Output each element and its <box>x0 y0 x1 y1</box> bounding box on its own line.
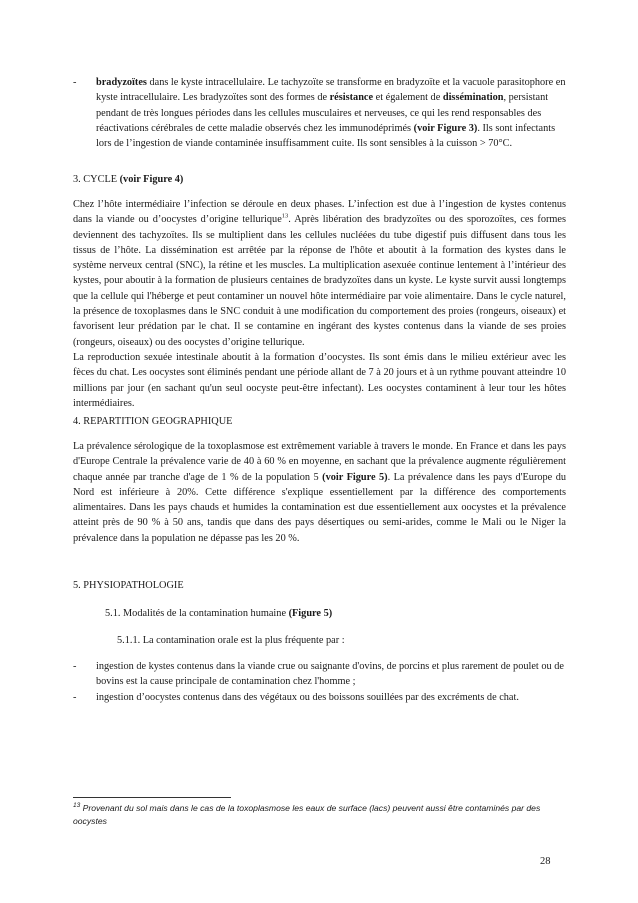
bullet-dash: - <box>73 661 77 672</box>
heading-text: 5.1. Modalités de la contamination humaine <box>105 608 289 619</box>
text-run: dans le kyste intracellulaire. Le tachyzoïte se transforme en bradyzoïte et la vacuole parasitophore en kyste intracellulaire. Les bradyzoïtes sont des formes de <box>96 77 566 104</box>
subsubsection-heading-5-1-1: 5.1.1. La contamination orale est la plus fréquente par : <box>117 635 345 646</box>
subsection-heading-5-1 <box>105 606 332 621</box>
bradyzoites-paragraph <box>96 75 566 151</box>
text-run: , persistant pendant de très longues périodes dans les cellules musculaires et nerveuses, ce qui les rend responsables des réactivations cérébrales de cette maladie observés chez les immunodéprimés <box>96 92 549 134</box>
cycle-paragraph-2: La reproduction sexuée intestinale aboutit à la formation d’oocystes. Ils sont émis dans le milieu extérieur avec les fèces du chat. Les oocystes sont éliminés pendant une période allant de 7 à 20 jours et à un rythme pouvant atteindre 10 millions par jour (en sachant qu'un seul oocyste peut-être infectant). Les oocystes contaminent à leur tour les hôtes intermédiaires. <box>73 352 566 409</box>
footnote-separator <box>73 797 231 798</box>
text-run: La prévalence sérologique de la toxoplasmose est extrêmement variable à travers le monde. En France et dans les pays d'Europe Centrale la prévalence varie de 40 à 60 % en moyenne, en sachant que la prévalence augmente régulièrement chaque année par tranche d'age de 1 % de la population 5 <box>73 441 566 483</box>
bullet-dash: - <box>73 77 77 88</box>
text-run: Chez l’hôte intermédiaire l’infection se déroule en deux phases. L’infection est due à l’ingestion de kystes contenus dans la viande ou d’oocystes d’origine tellurique <box>73 199 566 226</box>
figure-reference: (voir Figure 3) <box>413 122 478 134</box>
list-item-kystes: ingestion de kystes contenus dans la viande crue ou saignante d'ovins, de porcins et plus rarement de poulet ou de bovins est la cause principale de contamination chez l'homme ; <box>96 661 564 688</box>
bold-term: dissémination <box>442 92 504 104</box>
footnote <box>73 802 563 828</box>
bullet-dash: - <box>73 692 77 703</box>
section-heading-physiopathologie: 5. PHYSIOPATHOLOGIE <box>73 580 184 591</box>
page-number: 28 <box>540 856 551 867</box>
section-heading-repartition: 4. REPARTITION GEOGRAPHIQUE <box>73 416 233 427</box>
repartition-paragraph <box>73 439 566 546</box>
section-heading-cycle <box>73 172 183 187</box>
bold-term: résistance <box>329 92 374 104</box>
bold-term: bradyzoïtes <box>96 77 147 88</box>
footnote-text: Provenant du sol mais dans le cas de la toxoplasmose les eaux de surface (lacs) peuvent aussi être contaminés par des oocystes <box>73 803 541 826</box>
footnote-ref: 13 <box>281 212 289 220</box>
list-item-oocystes: ingestion d’oocystes contenus dans des végétaux ou des boissons souillées par des excréments de chat. <box>96 692 519 703</box>
footnote-mark: 13 <box>73 802 81 810</box>
text-run: . La prévalence dans les pays d'Europe du Nord est inférieure à 20%. Cette différence s'explique essentiellement par la différence des comportements alimentaires. Dans les pays chauds et humides la contamination est due essentiellement aux oocystes et la prévalence atteint près de 90 % à 50 ans, tandis que dans des pays désertiques ou semi-arides, comme le Mali ou le Niger la prévalence dans la population ne dépasse pas les 20 %. <box>73 471 566 544</box>
figure-reference: (Figure 5) <box>288 608 333 619</box>
text-run: . Après libération des bradyzoïtes ou des sporozoïtes, ces formes deviennent des tachyzoïtes. Ils se multiplient dans les cellules nucléées du tube digestif puis diffusent dans tous les tissus de l’hôte. La dissémination est arrêtée par la réponse de l'hôte et aboutit à la formation des kystes dans le système nerveux central (SNC), la rétine et les muscles. La multiplication asexuée continue lentement à l’intérieur des kystes, pour aboutir à la formation de plusieurs centaines de bradyzoïtes dans un kyste. Le kyste survit aussi longtemps que la cellule qui l'héberge et peut contaminer un nouvel hôte intermédiaire par voie alimentaire. Dans le cycle naturel, la présence de toxoplasmes dans le SNC conduit à une modification du comportement des proies (rongeurs, oiseaux) et favorisent leur prédation par le chat. Il se contamine en ingérant des kystes contenus dans la viande de ses proies (rongeurs, oiseaux) ou des oocystes d’origine tellurique. <box>73 214 566 348</box>
heading-text: 3. CYCLE <box>73 174 120 185</box>
figure-reference: (voir Figure 4) <box>119 174 184 185</box>
text-run: . Ils sont infectants lors de l’ingestion de viande contaminée insuffisamment cuite. Ils sont sensibles à la cuisson > 70°C. <box>96 122 556 150</box>
figure-reference: (voir Figure 5) <box>322 471 388 483</box>
cycle-paragraph-1 <box>73 197 566 350</box>
text-run: et également de <box>373 92 443 104</box>
